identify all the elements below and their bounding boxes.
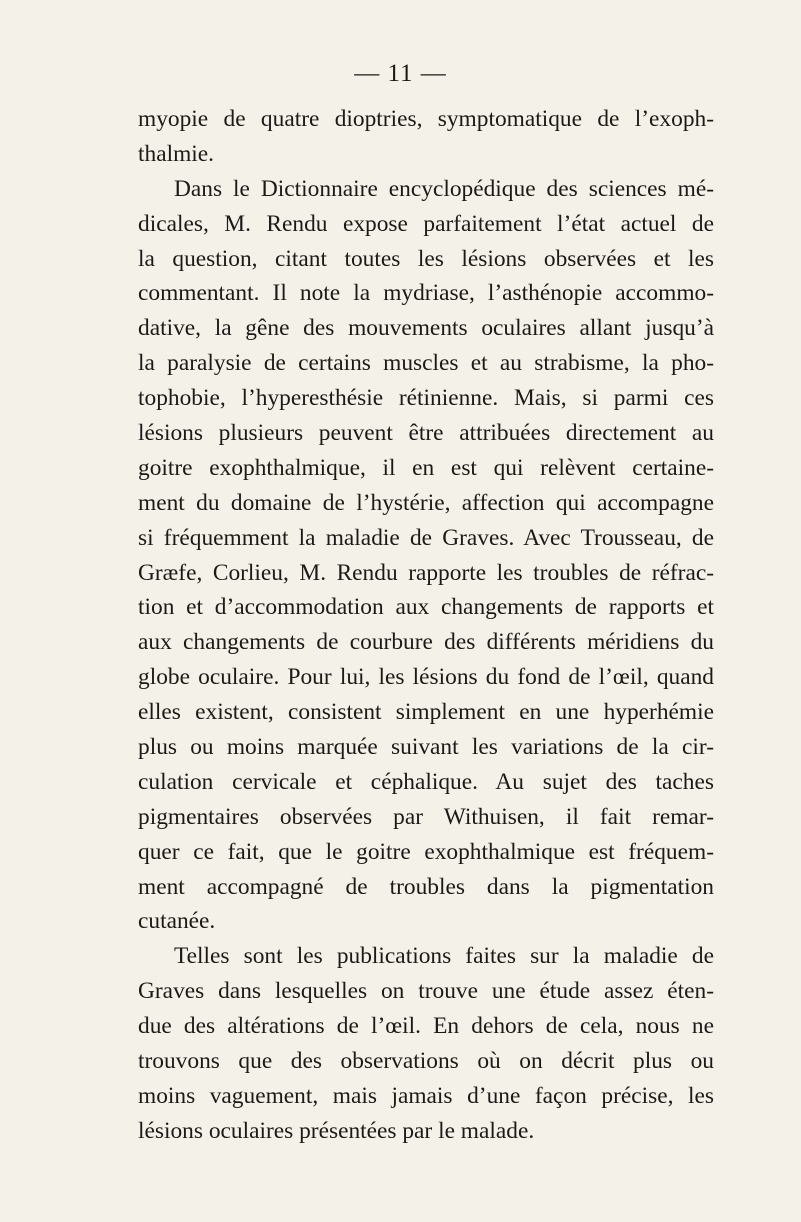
text-line: ment du domaine de l’hystérie, affection qui accompagne — [138, 489, 714, 516]
text-line: globe oculaire. Pour lui, les lésions du fond de l’œil, quand — [138, 664, 714, 691]
text-line: myopie de quatre dioptries, symptomatique de l’exoph- — [138, 106, 714, 132]
text-line: dative, la gêne des mouvements oculaires allant jusqu’à — [138, 315, 714, 342]
text-line: la question, citant toutes les lésions observées et les — [138, 245, 714, 272]
text-line: tophobie, l’hyperesthésie rétinienne. Mais, si parmi ces — [138, 385, 714, 412]
text-line: due des altérations de l’œil. En dehors de cela, nous ne — [138, 1013, 714, 1040]
text-line: elles existent, consistent simplement en une hyperhémie — [138, 699, 714, 726]
text-line: thalmie. — [138, 140, 214, 167]
text-line: la paralysie de certains muscles et au strabisme, la pho- — [138, 350, 714, 377]
text-line: trouvons que des observations où on décrit plus ou — [138, 1048, 714, 1075]
text-line: culation cervicale et céphalique. Au sujet des taches — [138, 768, 714, 795]
text-line: cutanée. — [138, 908, 216, 935]
text-line: Graves dans lesquelles on trouve une étude assez éten- — [138, 978, 714, 1005]
text-line: aux changements de courbure des différents méridiens du — [138, 629, 714, 656]
text-line: commentant. Il note la mydriase, l’asthénopie accommo- — [138, 280, 714, 307]
text-line: plus ou moins marquée suivant les variations de la cir- — [138, 734, 714, 761]
page-body-text — [138, 102, 714, 1149]
text-line: pigmentaires observées par Withuisen, il fait remar- — [138, 803, 714, 830]
text-line: lésions plusieurs peuvent être attribuées directement au — [138, 420, 714, 447]
text-line: ment accompagné de troubles dans la pigmentation — [138, 873, 714, 900]
text-line: lésions oculaires présentées par le malade. — [138, 1117, 535, 1144]
text-line: quer ce fait, que le goitre exophthalmique est fréquem- — [138, 838, 714, 865]
text-line: Græfe, Corlieu, M. Rendu rapporte les troubles de réfrac- — [138, 559, 714, 586]
text-line: dicales, M. Rendu expose parfaitement l’état actuel de — [138, 210, 714, 237]
text-line: si fréquemment la maladie de Graves. Avec Trousseau, de — [138, 524, 714, 551]
text-line: Dans le Dictionnaire encyclopédique des sciences mé- — [174, 175, 714, 202]
text-line: goitre exophthalmique, il en est qui relèvent certaine- — [138, 454, 714, 481]
page-number-header: — 11 — — [354, 60, 447, 87]
text-line: Telles sont les publications faites sur la maladie de — [174, 943, 714, 970]
text-line: tion et d’accommodation aux changements de rapports et — [138, 594, 714, 621]
text-line: moins vaguement, mais jamais d’une façon précise, les — [138, 1082, 714, 1109]
